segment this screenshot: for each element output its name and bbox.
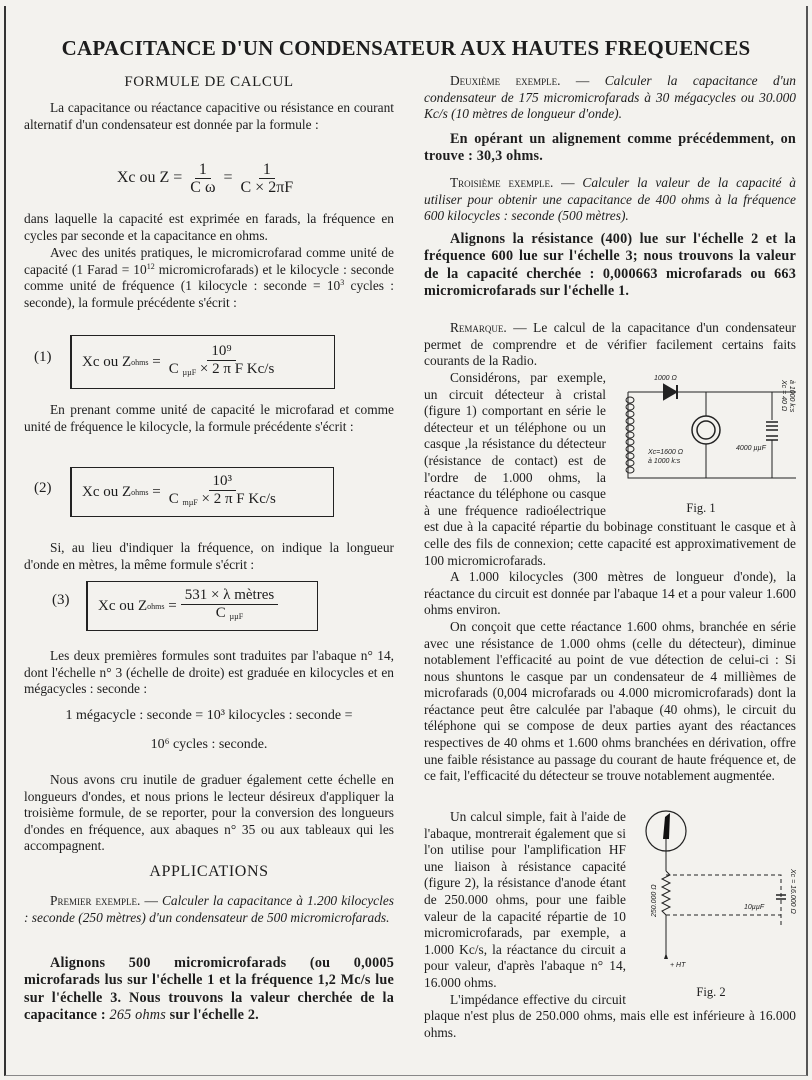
equivalence-line: 1 mégacycle : seconde = 10³ kilocycles : seconde = bbox=[65, 708, 353, 723]
answer-value: 265 ohms bbox=[109, 1007, 166, 1024]
denominator: C ω bbox=[190, 178, 216, 196]
text: cycles : seconde), la formule précédente s'écrit : bbox=[24, 278, 394, 310]
text-with-figure-1 bbox=[424, 370, 796, 785]
denominator: C × 2πF bbox=[240, 178, 294, 196]
resistor-label: 250.000 Ω bbox=[651, 884, 658, 917]
paragraph: Un calcul simple, fait à l'aide de l'abaque, montrerait également que si l'on utilise pour l'amplification HF une liaison à résistance capacité (figure 2), la résistance d'anode étant de 250.000 ohms, pour une faible valeur de la capacité répartie de 10 micromicrofarads, par exemple, a 1.000 Kc/s, la réactance du circuit a pour valeur, d'après l'abaque n° 14, 16.000 ohms. bbox=[424, 809, 626, 990]
left-column bbox=[24, 0, 394, 1080]
paragraph: En prenant comme unité de capacité le microfarad et comme unité de fréquence le kilocycle, la formule précédente s'écrit : bbox=[24, 402, 394, 434]
example-lead: Premier exemple. — bbox=[50, 893, 162, 908]
text: micromicrofarads) et le kilocycle : seconde comme unité de fréquence (1 kilocycle : seconde = 10 bbox=[24, 261, 394, 294]
formula-lhs: Xc ou Z = bbox=[116, 168, 183, 186]
text: Alignons 500 micromicrofarads (ou 0,0005 microfarads lus sur l'échelle 1 et la fréquence 1,2 Mc/s lue sur l'échelle 3. Nous trouvons la valeur cherchée de la capacitance : bbox=[24, 955, 394, 1024]
paragraph: Nous avons cru inutile de graduer également cette échelle en longueurs d'ondes, et nous prions le lecteur désireux d'appliquer la troisième formule, de se reporter, pour la conversion des longueurs d'ondes en fréquence, aux abaques n° 35 ou aux tableaux qui les accompagnent. bbox=[24, 772, 394, 854]
remark-text: Le calcul de la capacitance d'un condensateur permet de comprendre et de vérifier facilement certains faits courants de la Radio. bbox=[424, 320, 796, 369]
phone-reactance-label: Xc=1600 Ω bbox=[648, 449, 684, 456]
formula-number: (1) bbox=[34, 349, 52, 365]
subscript: ohms bbox=[131, 357, 149, 367]
right-column bbox=[424, 0, 796, 1080]
denominator: C bbox=[168, 491, 179, 507]
figure-2-circuit bbox=[626, 809, 796, 979]
paragraph: A 1.000 kilocycles (300 mètres de longueur d'onde), la réactance du circuit est donnée par l'abaque 14 et a pour valeur 1.600 ohms environ. bbox=[424, 569, 796, 618]
paragraph: Considérons, par exemple, un circuit détecteur à cristal (figure 1) comportant en série le détecteur et un téléphone ou un casque ,la résistance du détecteur (résistance de contact) est de l'ordre de 1.000 ohms, la réactance du téléphone ou casque à une fréquence radioélectrique est due à la capacité répartie du bobinage constituant le casque et à celle des fils de connexion; cette capacité est approximativement de 100 micromicrofarads. bbox=[424, 370, 796, 568]
capacitor-label: 10µµF bbox=[744, 904, 765, 911]
text: sur l'échelle 2. bbox=[165, 1007, 259, 1024]
denominator: C bbox=[168, 361, 179, 377]
ht-label: + HT bbox=[670, 962, 686, 969]
example-1 bbox=[24, 893, 394, 926]
figure-1-circuit bbox=[606, 370, 796, 495]
subscript: ohms bbox=[147, 601, 165, 611]
equals: = bbox=[152, 353, 161, 370]
denominator-rest: × 2 π F Kc/s bbox=[199, 361, 275, 377]
formula-basic bbox=[24, 158, 394, 198]
remark-lead: Remarque. — bbox=[450, 320, 534, 335]
paragraph: dans laquelle la capacité est exprimée en farads, la fréquence en cycles par seconde et la capacitance en ohms. bbox=[24, 211, 394, 243]
text-with-figure-2 bbox=[424, 809, 796, 1041]
formula-box-2 bbox=[70, 467, 334, 517]
example-1-answer bbox=[24, 955, 394, 1025]
detector-label: 1000 Ω bbox=[654, 375, 677, 382]
equals: = bbox=[152, 483, 161, 500]
subscript: ohms bbox=[131, 487, 149, 497]
formula-lhs: Xc ou Z bbox=[98, 597, 148, 614]
paragraph: Les deux premières formules sont traduites par l'abaque n° 14, dont l'échelle n° 3 (échelle de droite) est graduée en kilocycles et en mégacycles : seconde : bbox=[24, 648, 394, 697]
heading-formule: FORMULE DE CALCUL bbox=[124, 74, 294, 90]
equals: = bbox=[223, 168, 233, 186]
figure-2 bbox=[626, 809, 796, 999]
diode-icon bbox=[664, 385, 677, 399]
example-2 bbox=[424, 73, 796, 123]
xc-frequency-label: à 1000 k:s bbox=[788, 380, 795, 413]
figure-1-caption: Fig. 1 bbox=[686, 500, 716, 515]
example-text: Calculer la valeur de la capacité à utiliser pour obtenir une capacitance de 400 ohms à la fréquence 600 kilocycles : seconde (500 mètres). bbox=[424, 175, 796, 224]
example-lead: Deuxième exemple. — bbox=[450, 73, 605, 88]
phone-frequency-label: à 1000 k:s bbox=[648, 458, 681, 465]
numerator: 1 bbox=[195, 161, 211, 179]
capacitor-label: 4000 µµF bbox=[736, 445, 766, 452]
capacitor-icon bbox=[766, 422, 778, 440]
formula-number: (2) bbox=[34, 480, 52, 496]
example-text: Calculer la capacitance d'un condensateur de 175 micromicrofarads à 30 mégacycles ou 30.000 Kc/s (10 mètres de longueur d'onde). bbox=[424, 73, 796, 122]
resistor-icon bbox=[662, 839, 670, 959]
example-3-answer: Alignons la résistance (400) lue sur l'échelle 2 et la fréquence 600 lue sur l'échelle 3; nous trouvons la valeur de la capacité cherchée : 0,000663 microfarads ou 663 micromicrofarads sur l'échelle 1. bbox=[424, 231, 796, 300]
numerator: 10⁹ bbox=[207, 343, 235, 361]
formula-lhs: Xc ou Z bbox=[82, 353, 132, 370]
superscript: 3 bbox=[340, 278, 345, 288]
paragraph: La capacitance ou réactance capacitive ou résistance en courant alternatif d'un condensateur est donnée par la formule : bbox=[24, 100, 394, 132]
numerator: 1 bbox=[259, 161, 275, 179]
figure-1 bbox=[606, 370, 796, 515]
subscript: µµF bbox=[182, 368, 197, 377]
text: Avec des unités pratiques, le micromicrofarad comme unité de capacité (1 Farad = 10 bbox=[24, 245, 394, 277]
denominator: C bbox=[215, 605, 226, 621]
remark bbox=[424, 320, 796, 370]
numerator: 10³ bbox=[209, 473, 237, 491]
formula-lhs: Xc ou Z bbox=[82, 483, 132, 500]
subscript: mµF bbox=[182, 498, 198, 507]
formula-box-1 bbox=[70, 335, 335, 389]
equivalence-line: 10⁶ cycles : seconde. bbox=[150, 737, 268, 752]
paragraph bbox=[24, 245, 394, 311]
paragraph: On conçoit que cette réactance 1.600 ohms, branchée en série avec une résistance de 1.000 ohms (celle du détecteur), diminue notablement l'efficacité au point de vue détection de celui-ci : Si nous shuntons le casque par un condensateur de 4 millièmes de microfarads (0,004 microfarads ou 4.000 micromicrofarads) dont la réactance peut être calculée par l'abaque (40 ohms), le circuit du téléphone qui se compose de deux parties ayant des réactances respectives de 40 ohms et 1.600 ohms branchées en dérivation, offre une faible résistance au passage du courant de haute fréquence et, de ce fait, l'efficacité du détecteur se trouve notablement augmentée. bbox=[424, 618, 796, 784]
denominator-rest: × 2 π F Kc/s bbox=[201, 491, 276, 507]
xc-label: Xc = 16.000 Ω bbox=[789, 869, 796, 914]
heading-applications: APPLICATIONS bbox=[149, 863, 269, 880]
subscript: µµF bbox=[229, 612, 244, 621]
equals: = bbox=[168, 597, 177, 614]
formula-number: (3) bbox=[52, 592, 70, 608]
coil-icon bbox=[626, 397, 634, 473]
xc-label: Xc = 40 Ω bbox=[780, 380, 787, 412]
formula-box-3 bbox=[86, 581, 318, 631]
figure-2-caption: Fig. 2 bbox=[696, 984, 726, 999]
example-3 bbox=[424, 175, 796, 225]
numerator: 531 × λ mètres bbox=[181, 587, 278, 605]
example-lead: Troisième exemple. — bbox=[450, 175, 583, 190]
plate-icon bbox=[663, 813, 670, 839]
example-text: Calculer la capacitance à 1.200 kilocycles : seconde (250 mètres) d'un condensateur de 500 micromicrofarads. bbox=[24, 893, 394, 925]
example-2-answer: En opérant un alignement comme précédemment, on trouve : 30,3 ohms. bbox=[424, 131, 796, 165]
headphone-icon bbox=[692, 416, 720, 444]
page-title: CAPACITANCE D'UN CONDENSATEUR AUX HAUTES FREQUENCES bbox=[61, 36, 751, 60]
paragraph: Si, au lieu d'indiquer la fréquence, on indique la longueur d'onde en mètres, la même formule s'écrit : bbox=[24, 540, 394, 572]
superscript: 12 bbox=[146, 261, 155, 271]
paragraph: L'impédance effective du circuit plaque n'est plus de 250.000 ohms, mais elle est inférieure à 16.000 ohms. bbox=[424, 991, 796, 1040]
